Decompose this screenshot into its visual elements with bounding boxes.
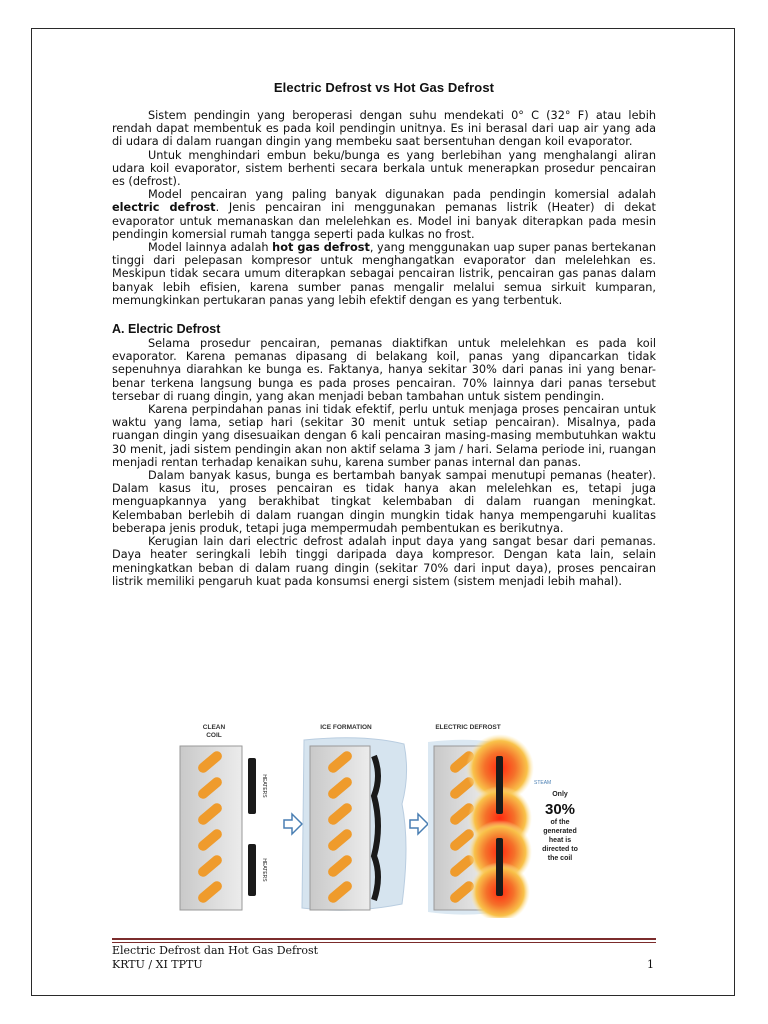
paragraph [112,109,656,149]
paragraph [112,241,656,307]
paragraph [112,149,656,189]
coil-panel [310,746,370,910]
heater-bar [248,758,256,814]
footer-rule [112,938,656,940]
callout-text: directed to [542,846,578,853]
panel3-title: ELECTRIC DEFROST [435,724,501,731]
callout-text: Only [552,791,568,798]
defrost-diagram [178,720,594,918]
paragraph-text: . Jenis pencairan ini menggunakan pemanas listrik (Heater) di dekat evaporator untuk memanaskan dan melelehkan es. Model ini banyak diterapkan pada mesin pendingin komersial rumah tangga seperti pada kulkas no frost. [112,201,656,241]
callout-text: generated [543,828,577,835]
callout-text: the coil [547,855,573,862]
defrost-figure [178,720,594,918]
paragraph-text: Model pencairan yang paling banyak digunakan pada pendingin komersial adalah [148,188,656,202]
bold-term: electric defrost [112,201,216,215]
callout-percent: 30% [544,801,576,818]
paragraph: Dalam banyak kasus, bunga es bertambah banyak sampai menutupi pemanas (heater). Dalam kasus itu, proses pencairan es tidak hanya akan melelehkan es, tetapi juga menguapkannya yang berakhibat tingkat kelembaban di dalam ruangan meningkat. Kelembaban berlebih di dalam ruangan dingin mungkin tidak hanya mempengaruhi kualitas beberapa jenis produk, tetapi juga mempermudah pembentukan es berikutnya. [112,469,656,535]
paragraph: Karena perpindahan panas ini tidak efektif, perlu untuk menjaga proses pencairan untuk waktu yang lama, setiap hari (sekitar 30 menit untuk setiap pencairan). Misalnya, pada ruangan dingin yang disesuaikan dengan 6 kali pencairan masing-masing membutuhkan waktu 30 menit, jadi sistem pendingin akan non aktif selama 3 jam / hari. Selama periode ini, ruangan menjadi rentan terhadap kenaikan suhu, karena sumber panas internal dan panas. [112,403,656,469]
footer-class: KRTU / XI TPTU [112,958,203,971]
callout-text: of the [550,819,570,826]
bold-term: hot gas defrost [272,241,370,255]
section-heading: A. Electric Defrost [112,322,221,337]
arrow-right-icon [410,814,428,834]
paragraph-text: Sistem pendingin yang beroperasi dengan suhu mendekati 0° C (32° F) atau lebih rendah dapat membentuk es pada koil pendingin unitnya. Es ini berasal dari uap air yang ada di udara di dalam ruangan dingin yang membeku saat bersentuhan dengan koil evaporator. [112,109,656,149]
footer-title: Electric Defrost dan Hot Gas Defrost [112,944,319,957]
page-footer [112,944,656,972]
document-body [112,80,656,588]
arrow-right-icon [284,814,302,834]
steam-label: STEAM [534,780,552,786]
heater-label: HEATERS [261,858,267,882]
panel1-title: COIL [206,732,222,739]
paragraph-text: Untuk menghindari embun beku/bunga es yang berlebihan yang menghalangi aliran udara koil evaporator, sistem berhenti secara berkala untuk menerapkan prosedur pencairan es (defrost). [112,148,656,189]
panel1-title: CLEAN [202,724,226,731]
paragraph-text: , yang menggunakan uap super panas bertekanan tinggi dari pelepasan kompresor untuk menghangatkan evaporator dan melelehkan es. Meskipun tidak secara umum diterapkan sebagai pencairan listrik, pencairan gas panas dalam banyak lebih efisien, karena sumber panas mengalir melalui semua sirkuit kumparan, memungkinkan pertukaran panas yang lebih efektif dengan es yang terbentuk. [112,241,657,307]
panel2-title: ICE FORMATION [320,724,372,731]
paragraph: Selama prosedur pencairan, pemanas diaktifkan untuk melelehkan es pada koil evaporator. Karena pemanas dipasang di belakang koil, panas yang dipancarkan tidak sepenuhnya diarahkan ke bunga es. Faktanya, hanya sekitar 30% dari panas ini yang benar-benar terkena langsung bunga es pada proses pencairan. 70% lainnya dari panas tersebut tersebar di ruang dingin, yang akan menjadi beban tambahan untuk sistem pendingin. [112,337,656,403]
document-title: Electric Defrost vs Hot Gas Defrost [273,80,495,95]
heater-label: HEATERS [261,774,267,798]
page-number: 1 [647,958,654,971]
paragraph: Kerugian lain dari electric defrost adalah input daya yang sangat besar dari pemanas. Daya heater seringkali lebih tinggi daripada daya kompresor. Dengan kata lain, selain meningkatkan beban di dalam ruang dingin (sekitar 70% dari input daya), proses pencairan listrik memiliki pengaruh kuat pada konsumsi energi sistem (sistem menjadi lebih mahal). [112,535,656,588]
heater-bar [496,756,503,814]
paragraph-text: Model lainnya adalah [148,241,273,255]
callout-text: heat is [548,837,572,844]
heater-bar [248,844,256,896]
paragraph [112,188,656,241]
footer-rule [112,942,656,943]
heater-bar [496,838,503,896]
